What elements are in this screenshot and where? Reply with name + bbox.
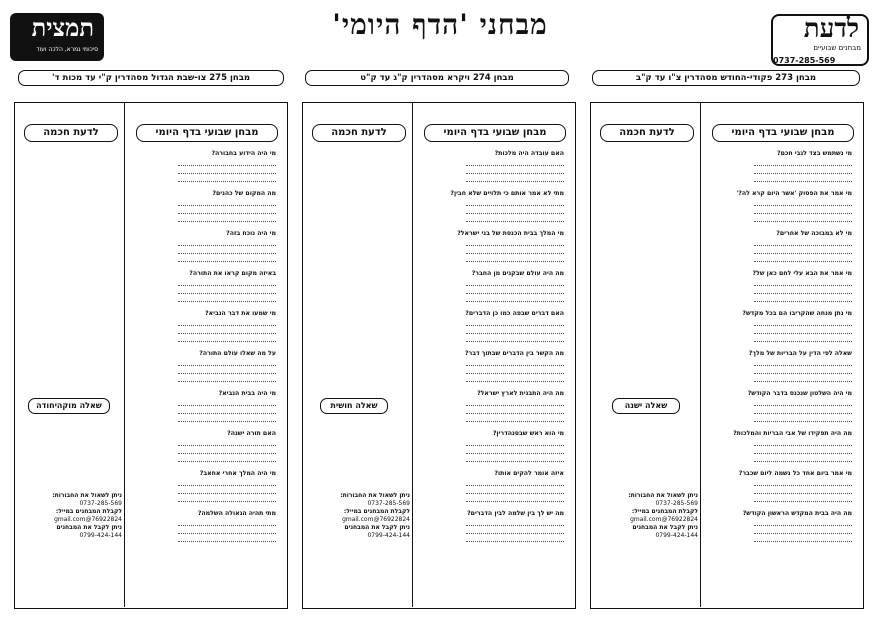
question-text: מה הקשר בין הדברים שבתוך דבר? bbox=[464, 350, 564, 357]
question-item bbox=[136, 310, 276, 342]
panel-275-divider bbox=[124, 102, 125, 607]
panel-274-head-a: מבחן שבועי בדף היומי bbox=[424, 124, 566, 142]
panel-273-contact bbox=[598, 492, 698, 540]
answer-line bbox=[754, 334, 852, 342]
answer-line bbox=[466, 238, 564, 246]
answer-line bbox=[466, 534, 564, 542]
answer-line bbox=[466, 494, 564, 502]
section-band-273: מבחן 273 פקודי-החודש מסהדרין צ"ו עד ק"ב bbox=[592, 70, 860, 86]
question-text: האם תורה ישנה? bbox=[227, 430, 276, 437]
answer-line bbox=[466, 438, 564, 446]
answer-line bbox=[466, 278, 564, 286]
answer-line bbox=[754, 358, 852, 366]
question-item bbox=[136, 430, 276, 462]
answer-line bbox=[754, 238, 852, 246]
question-text: מה היה תפקידו של אבי הבריות והמלכות? bbox=[733, 430, 852, 437]
answer-line bbox=[178, 358, 276, 366]
answer-line bbox=[754, 214, 852, 222]
answer-line bbox=[754, 438, 852, 446]
panel-275-box-title: שאלה מוקהיחודה bbox=[28, 398, 110, 414]
answer-line bbox=[754, 454, 852, 462]
question-text: מה היה התבנית לארץ ישראל? bbox=[477, 390, 564, 397]
answer-line bbox=[178, 214, 276, 222]
answer-line bbox=[754, 414, 852, 422]
question-item bbox=[424, 190, 564, 222]
question-item bbox=[712, 470, 852, 502]
contact-line: 0737-285-569 bbox=[655, 500, 698, 507]
question-item bbox=[424, 430, 564, 462]
answer-line bbox=[466, 478, 564, 486]
question-item bbox=[424, 470, 564, 502]
answer-line bbox=[754, 158, 852, 166]
answer-line bbox=[466, 166, 564, 174]
answer-line bbox=[754, 366, 852, 374]
panel-274-box-title: שאלה חושית bbox=[320, 398, 388, 414]
question-item bbox=[424, 310, 564, 342]
section-band-275: מבחן 275 צו-שבת הגדול מסהדרין ק"י עד מכות ד' bbox=[18, 70, 284, 86]
answer-line bbox=[178, 246, 276, 254]
logo-daat-sub: מבחנים שבועיים bbox=[813, 44, 861, 52]
question-text: מי היה נוכח בזה? bbox=[226, 230, 276, 237]
question-item bbox=[712, 430, 852, 462]
answer-line bbox=[178, 414, 276, 422]
answer-line bbox=[178, 374, 276, 382]
question-text: מי אמר את הבא עלי לחם כאן של? bbox=[752, 270, 852, 277]
answer-line bbox=[754, 254, 852, 262]
panel-273-divider bbox=[700, 102, 701, 607]
question-text: מה המקום של כהנים? bbox=[212, 190, 276, 197]
answer-line bbox=[178, 534, 276, 542]
question-item bbox=[712, 510, 852, 542]
answer-line bbox=[466, 174, 564, 182]
question-item bbox=[712, 230, 852, 262]
answer-line bbox=[178, 254, 276, 262]
question-text: על מה שאלו עולם התורה? bbox=[199, 350, 276, 357]
question-item bbox=[712, 310, 852, 342]
answer-line bbox=[466, 486, 564, 494]
answer-line bbox=[754, 246, 852, 254]
question-item bbox=[424, 350, 564, 382]
section-band-274: מבחן 274 ויקרא מסהדרין ק"ג עד ק"ט bbox=[305, 70, 569, 86]
question-item bbox=[136, 510, 276, 542]
page-title: מבחני 'הדף היומי' bbox=[332, 8, 548, 41]
answer-line bbox=[466, 294, 564, 302]
answer-line bbox=[466, 198, 564, 206]
question-text: מי היה הידוע בחבורה? bbox=[211, 150, 276, 157]
contact-line: 76922824@gmail.com bbox=[342, 516, 410, 523]
answer-line bbox=[466, 358, 564, 366]
answer-line bbox=[466, 254, 564, 262]
answer-line bbox=[754, 534, 852, 542]
question-item bbox=[712, 150, 852, 182]
panel-273-box-title: שאלה ישנה bbox=[612, 398, 680, 414]
answer-line bbox=[178, 406, 276, 414]
question-item bbox=[136, 470, 276, 502]
question-text: איזה אומר להקים אותו? bbox=[494, 470, 564, 477]
question-item bbox=[424, 390, 564, 422]
answer-line bbox=[466, 406, 564, 414]
panel-274-divider bbox=[412, 102, 413, 607]
answer-line bbox=[178, 494, 276, 502]
logo-daat-phone: 0737-285-569 bbox=[773, 56, 836, 65]
question-item bbox=[424, 230, 564, 262]
question-text: מתי לא אמר אותם כי תלויים שלא חבין? bbox=[450, 190, 564, 197]
question-item bbox=[136, 350, 276, 382]
question-text: מי אמר ביום אחד כל נשמה ליום שכבר? bbox=[738, 470, 852, 477]
answer-line bbox=[178, 446, 276, 454]
answer-line bbox=[466, 214, 564, 222]
question-item bbox=[136, 270, 276, 302]
contact-line: ניתן לשאול את החבורות: bbox=[52, 492, 122, 499]
answer-line bbox=[178, 478, 276, 486]
answer-line bbox=[178, 454, 276, 462]
panel-275-head-b: לדעת חכמה bbox=[24, 124, 118, 142]
contact-line: 76922824@gmail.com bbox=[54, 516, 122, 523]
question-text: מי היה השלטון שנכנס בדבר הקודש? bbox=[747, 390, 852, 397]
answer-line bbox=[754, 294, 852, 302]
logo-tamtzit-text: תמצית bbox=[31, 13, 94, 42]
answer-line bbox=[754, 526, 852, 534]
answer-line bbox=[178, 286, 276, 294]
question-text: האם דברים שבפה כמו כן הדברים? bbox=[465, 310, 564, 317]
answer-line bbox=[754, 398, 852, 406]
question-text: מה היה עולם שבקנים מן החבר? bbox=[471, 270, 564, 277]
question-text: מי לא במבוכה של אחרים? bbox=[776, 230, 852, 237]
panel-275-contact bbox=[22, 492, 122, 540]
contact-line: 0737-285-569 bbox=[79, 500, 122, 507]
answer-line bbox=[754, 278, 852, 286]
answer-line bbox=[466, 318, 564, 326]
answer-line bbox=[466, 374, 564, 382]
answer-line bbox=[178, 278, 276, 286]
panel-274-contact bbox=[310, 492, 410, 540]
answer-line bbox=[754, 286, 852, 294]
answer-line bbox=[754, 494, 852, 502]
question-text: מי היה בבית הנביא? bbox=[218, 390, 276, 397]
question-item bbox=[712, 390, 852, 422]
question-text: שאלה לפי הדין על הבריות של מלך? bbox=[748, 350, 852, 357]
answer-line bbox=[754, 518, 852, 526]
contact-line: לקבלת המבחנים במייל: bbox=[631, 508, 698, 515]
logo-tamtzit bbox=[10, 13, 104, 61]
answer-line bbox=[466, 398, 564, 406]
panel-275-head-a: מבחן שבועי בדף היומי bbox=[136, 124, 278, 142]
answer-line bbox=[466, 158, 564, 166]
question-text: מי נשתמש בצד לגבי חכם? bbox=[776, 150, 852, 157]
question-text: מה יש לך בין שלמה לבין הדברים? bbox=[467, 510, 564, 517]
answer-line bbox=[754, 326, 852, 334]
question-item bbox=[712, 190, 852, 222]
answer-line bbox=[466, 454, 564, 462]
question-item bbox=[712, 350, 852, 382]
question-text: מי שמעו את דבר הנביא? bbox=[205, 310, 276, 317]
question-item bbox=[136, 150, 276, 182]
contact-line: ניתן לקבל את המבחנים bbox=[56, 524, 122, 531]
answer-line bbox=[754, 486, 852, 494]
question-item bbox=[136, 390, 276, 422]
answer-line bbox=[466, 518, 564, 526]
contact-line: ניתן לקבל את המבחנים bbox=[632, 524, 698, 531]
question-text: מי הוא ראש שבסנהדרין? bbox=[492, 430, 564, 437]
contact-line: לקבלת המבחנים במייל: bbox=[343, 508, 410, 515]
answer-line bbox=[178, 206, 276, 214]
answer-line bbox=[754, 374, 852, 382]
question-item bbox=[424, 150, 564, 182]
question-text: האם עובדה היה מלכות? bbox=[494, 150, 564, 157]
panel-273-head-b: לדעת חכמה bbox=[600, 124, 694, 142]
contact-line: 0799-424-144 bbox=[79, 532, 122, 539]
answer-line bbox=[178, 526, 276, 534]
logo-tamtzit-sub: סיכומי גמרא, הלכה ועוד bbox=[36, 46, 98, 53]
answer-line bbox=[178, 518, 276, 526]
contact-line: ניתן לקבל את המבחנים bbox=[344, 524, 410, 531]
answer-line bbox=[466, 286, 564, 294]
panel-273-head-a: מבחן שבועי בדף היומי bbox=[712, 124, 854, 142]
question-item bbox=[712, 270, 852, 302]
question-item bbox=[136, 230, 276, 262]
question-text: מי נתן מנחה שהקריבו הם בכל מקדש? bbox=[742, 310, 852, 317]
question-text: מי אמר את הפסוק 'אשר היום קרא לה?' bbox=[736, 190, 852, 197]
contact-line: 0737-285-569 bbox=[367, 500, 410, 507]
answer-line bbox=[754, 406, 852, 414]
answer-line bbox=[178, 294, 276, 302]
answer-line bbox=[178, 158, 276, 166]
answer-line bbox=[466, 414, 564, 422]
answer-line bbox=[178, 174, 276, 182]
answer-line bbox=[466, 446, 564, 454]
panel-274-head-b: לדעת חכמה bbox=[312, 124, 406, 142]
answer-line bbox=[754, 478, 852, 486]
question-text: מי המלך בבית הכנסת של בני ישראל? bbox=[457, 230, 564, 237]
answer-line bbox=[178, 318, 276, 326]
answer-line bbox=[178, 238, 276, 246]
answer-line bbox=[466, 334, 564, 342]
answer-line bbox=[178, 366, 276, 374]
contact-line: לקבלת המבחנים במייל: bbox=[55, 508, 122, 515]
question-item bbox=[424, 270, 564, 302]
answer-line bbox=[178, 198, 276, 206]
question-text: מה היה בבית המקדש הראשון הקודש? bbox=[742, 510, 852, 517]
answer-line bbox=[466, 366, 564, 374]
contact-line: ניתן לשאול את החבורות: bbox=[628, 492, 698, 499]
answer-line bbox=[754, 446, 852, 454]
question-text: באיזה מקום קראו את התורה? bbox=[189, 270, 276, 277]
answer-line bbox=[754, 166, 852, 174]
answer-line bbox=[466, 526, 564, 534]
question-text: מתי תהיה הגאולה השלמה? bbox=[197, 510, 276, 517]
answer-line bbox=[178, 398, 276, 406]
logo-daat-text: לדעת bbox=[803, 14, 859, 44]
answer-line bbox=[178, 334, 276, 342]
answer-line bbox=[754, 206, 852, 214]
contact-line: 76922824@gmail.com bbox=[630, 516, 698, 523]
answer-line bbox=[466, 246, 564, 254]
answer-line bbox=[178, 326, 276, 334]
answer-line bbox=[754, 198, 852, 206]
question-text: מי היה המלך אחרי אחאב? bbox=[199, 470, 276, 477]
answer-line bbox=[178, 438, 276, 446]
contact-line: ניתן לשאול את החבורות: bbox=[340, 492, 410, 499]
answer-line bbox=[178, 486, 276, 494]
contact-line: 0799-424-144 bbox=[367, 532, 410, 539]
contact-line: 0799-424-144 bbox=[655, 532, 698, 539]
answer-line bbox=[466, 326, 564, 334]
answer-line bbox=[754, 318, 852, 326]
question-item bbox=[424, 510, 564, 542]
answer-line bbox=[178, 166, 276, 174]
question-item bbox=[136, 190, 276, 222]
answer-line bbox=[466, 206, 564, 214]
answer-line bbox=[754, 174, 852, 182]
